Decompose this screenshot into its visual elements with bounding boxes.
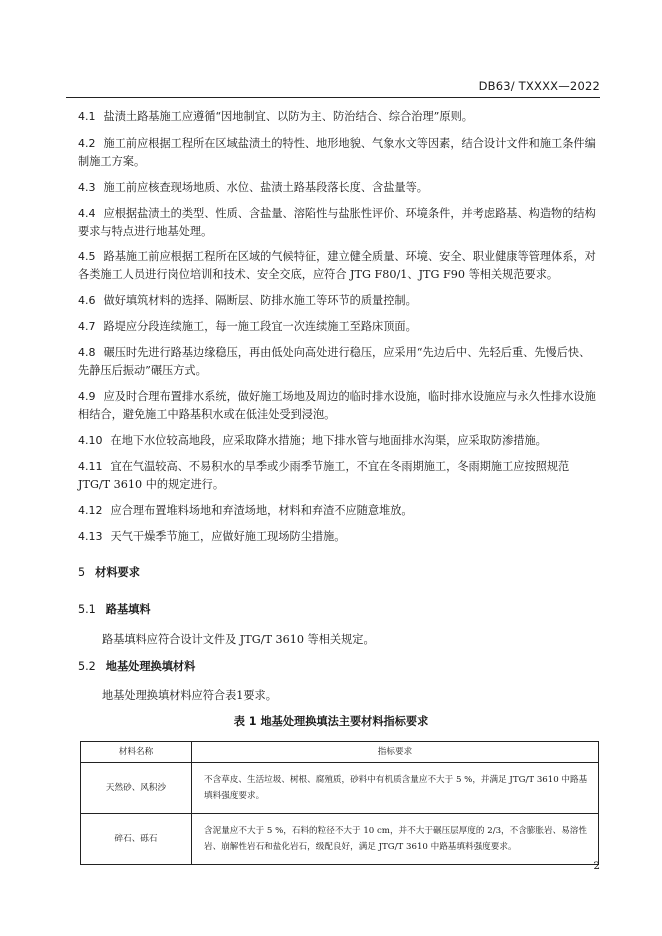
header-spec-requirement: 指标要求 [192, 742, 599, 763]
clause-number: 4.11 [78, 460, 103, 473]
spec-requirement-cell: 含泥量应不大于 5 %，石料的粒径不大于 10 cm，并不大于碾压层厚度的 2/3，不含膨胀岩、易溶性岩、崩解性岩石和盐化岩石，级配良好，满足 JTG/T 3610 中路基填料强度要求。 [192, 814, 599, 865]
subsection-title: 地基处理换填材料 [105, 660, 196, 673]
table-header-row [81, 742, 599, 763]
clause-text: 应根据盐渍土的类型、性质、含盐量、溶陷性与盐胀性评价、环境条件，并考虑路基、构造物的结构要求与特点进行地基处理。 [78, 207, 596, 238]
clause-4-11 [78, 458, 600, 493]
clause-number: 4.5 [78, 250, 96, 263]
clause-number: 4.7 [78, 320, 96, 333]
clause-4-8 [78, 344, 600, 379]
header-rule [66, 97, 600, 98]
clause-text: 应合理布置堆料场地和弃渣场地，材料和弃渣不应随意堆放。 [110, 504, 413, 517]
table-row [81, 814, 599, 865]
clause-number: 4.10 [78, 434, 103, 447]
subsection-5-2-text: 地基处理换填材料应符合表1要求。 [102, 689, 277, 702]
clause-number: 4.3 [78, 181, 96, 194]
clause-4-2 [78, 135, 600, 170]
clause-4-3 [78, 179, 600, 197]
section-title: 材料要求 [95, 566, 140, 579]
clause-text: 在地下水位较高地段，应采取降水措施；地下排水管与地面排水沟渠，应采取防渗措施。 [110, 434, 547, 447]
clause-number: 4.9 [78, 390, 96, 403]
clause-4-1 [78, 108, 600, 126]
spec-requirement-cell: 不含草皮、生活垃圾、树根、腐殖质，砂料中有机质含量应不大于 5 %，并满足 JTG/T 3610 中路基填料强度要求。 [192, 763, 599, 814]
page-number: 2 [593, 860, 600, 872]
clause-number: 4.13 [78, 530, 103, 543]
clause-4-9 [78, 388, 600, 423]
clause-4-10 [78, 432, 600, 450]
clause-4-13 [78, 528, 600, 546]
section-5-heading [78, 564, 140, 581]
clause-number: 4.4 [78, 207, 96, 220]
subsection-number: 5.1 [78, 603, 96, 616]
clause-number: 4.8 [78, 346, 96, 359]
clause-text: 路堤应分段连续施工，每一施工段宜一次连续施工至路床顶面。 [103, 320, 417, 333]
subsection-5-1-heading [78, 601, 151, 618]
subsection-title: 路基填料 [105, 603, 151, 616]
subsection-number: 5.2 [78, 660, 96, 673]
standard-code: DB63/ TXXXX—2022 [478, 79, 600, 93]
materials-spec-table [80, 741, 599, 865]
material-name-cell: 碎石、砾石 [81, 814, 192, 865]
clause-text: 碾压时先进行路基边缘稳压，再由低处向高处进行稳压，应采用“先边后中、先轻后重、先慢后快、先静压后振动”碾压方式。 [78, 346, 591, 377]
material-name-cell: 天然砂、风积沙 [81, 763, 192, 814]
clause-4-5 [78, 248, 600, 283]
section-number: 5 [78, 566, 86, 579]
clause-4-7 [78, 318, 600, 336]
subsection-5-2-heading [78, 658, 195, 675]
clause-text: 盐渍土路基施工应遵循“因地制宜、以防为主、防治结合、综合治理”原则。 [103, 110, 473, 123]
clause-text: 宜在气温较高、不易积水的旱季或少雨季节施工，不宜在冬雨期施工，冬雨期施工应按照规范 JTG/T 3610 中的规定进行。 [78, 460, 570, 491]
clause-number: 4.1 [78, 110, 96, 123]
clause-number: 4.2 [78, 137, 96, 150]
clause-text: 施工前应核查现场地质、水位、盐渍土路基段落长度、含盐量等。 [103, 181, 428, 194]
clause-text: 天气干燥季节施工，应做好施工现场防尘措施。 [110, 530, 346, 543]
clause-number: 4.6 [78, 294, 96, 307]
clause-4-6 [78, 292, 600, 310]
table-row [81, 763, 599, 814]
header-material-name: 材料名称 [81, 742, 192, 763]
table-caption: 表 1 地基处理换填法主要材料指标要求 [233, 715, 429, 728]
clause-text: 施工前应根据工程所在区域盐渍土的特性、地形地貌、气象水文等因素，结合设计文件和施工条件编制施工方案。 [78, 137, 596, 168]
subsection-5-1-text: 路基填料应符合设计文件及 JTG/T 3610 等相关规定。 [102, 633, 375, 646]
clause-text: 做好填筑材料的选择、隔断层、防排水施工等环节的质量控制。 [103, 294, 417, 307]
clause-text: 应及时合理布置排水系统，做好施工场地及周边的临时排水设施，临时排水设施应与永久性排水设施相结合，避免施工中路基积水或在低洼处受到浸泡。 [78, 390, 596, 421]
clause-text: 路基施工前应根据工程所在区域的气候特征，建立健全质量、环境、安全、职业健康等管理体系，对各类施工人员进行岗位培训和技术、安全交底，应符合 JTG F80/1、JTG F90 等相关规范要求。 [78, 250, 596, 281]
clause-4-4 [78, 205, 600, 240]
clause-number: 4.12 [78, 504, 103, 517]
clause-4-12 [78, 502, 600, 520]
